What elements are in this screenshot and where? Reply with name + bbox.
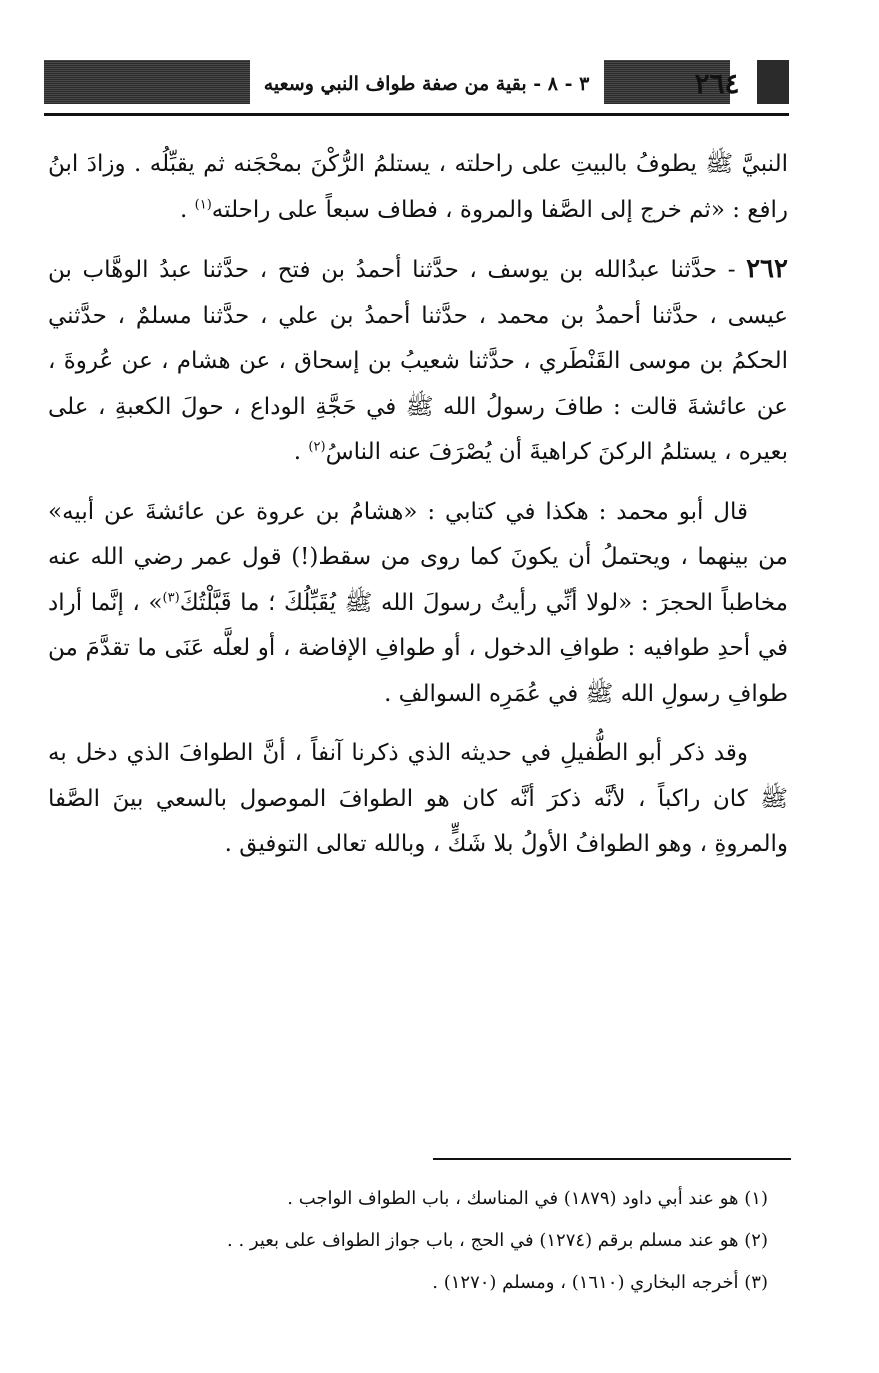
closing-paragraph: وقد ذكر أبو الطُّفيلِ في حديثه الذي ذكرنا آنفاً ، أنَّ الطوافَ الذي دخل به ﷺ كان راكباً ، لأنَّه ذكرَ أنَّه كان هو الطوافَ الموصول بالسعي بينَ الصَّفا والمروةِ ، وهو الطوافُ الأولُ بلا شَكٍّ ، وبالله تعالى التوفيق .	[48, 740, 788, 857]
paragraph-text: قال أبو محمد : هكذا في كتابي : «هشامُ بن عروة عن عائشةَ عن أبيه» من بينهما ، ويحتملُ أن يكونَ كما روى من سقط(!) قول عمر رضي الله عنه مخاطباً الحجرَ : «لولا أنِّي رأيتُ رسولَ الله ﷺ يُقَبِّلُكَ ؛ ما قَبَّلْتُكَ	[48, 498, 789, 616]
header-rule	[44, 113, 789, 116]
footnote-rule	[433, 1158, 791, 1160]
paragraph-continuation	[48, 142, 788, 233]
footnotes	[48, 1178, 768, 1304]
footnote-marker: (٣)	[162, 589, 180, 605]
hadith-number: ٢٦٢	[746, 254, 788, 284]
footnote-item: (٢) هو عند مسلم برقم (١٢٧٤) في الحج ، باب جواز الطواف على بعير . .	[227, 1230, 768, 1251]
chapter-title: ٣ - ٨ - بقية من صفة طواف النبي وسعيه	[263, 73, 590, 95]
paragraph-end: .	[180, 196, 195, 223]
header-decoration-right	[757, 60, 789, 104]
running-header	[44, 58, 789, 108]
footnote-marker: (٢)	[308, 439, 326, 455]
paragraph-end: .	[293, 439, 309, 465]
header-decoration-left	[44, 60, 250, 104]
footnote-marker: (١)	[194, 196, 212, 212]
footnote-item: (١) هو عند أبي داود (١٨٧٩) في المناسك ، باب الطواف الواجب .	[287, 1188, 768, 1209]
commentary-paragraph	[48, 490, 788, 718]
footnote-item: (٣) أخرجه البخاري (١٦١٠) ، ومسلم (١٢٧٠) .	[432, 1272, 768, 1293]
paragraph-text-end: » ، إنَّما أراد في أحدِ طوافيه : طوافِ الدخول ، أو طوافِ الإفاضة ، أو لعلَّه عَنَى ما تقدَّمَ من طوافِ رسولِ الله ﷺ في عُمَرِه السوالفِ .	[48, 589, 788, 707]
hadith-text: - حدَّثنا عبدُالله بن يوسف ، حدَّثنا أحمدُ بن فتح ، حدَّثنا عبدُ الوهَّاب بن عيسى ، حدَّثنا أحمدُ بن محمد ، حدَّثنا أحمدُ بن علي ، حدَّثنا مسلمٌ ، حدَّثني الحكمُ بن موسى القَنْطَري ، حدَّثنا شعيبُ بن إسحاق ، عن هشام ، عن عُروةَ ، عن عائشةَ قالت : طافَ رسولُ الله ﷺ في حَجَّةِ الوداع ، حولَ الكعبةِ ، على بعيره ، يستلمُ الركنَ كراهيةَ أن يُصْرَفَ عنه الناسُ	[48, 257, 788, 465]
hadith-paragraph	[48, 247, 788, 476]
page-number: ٢٦٤	[694, 67, 740, 100]
main-text	[48, 142, 788, 882]
paragraph-text: النبيَّ ﷺ يطوفُ بالبيتِ على راحلته ، يستلمُ الرُّكْنَ بمحْجَنه ثم يقبِّلُه . وزادَ ابنُ رافع : «ثم خرج إلى الصَّفا والمروة ، فطاف سبعاً على راحلته	[48, 151, 788, 223]
